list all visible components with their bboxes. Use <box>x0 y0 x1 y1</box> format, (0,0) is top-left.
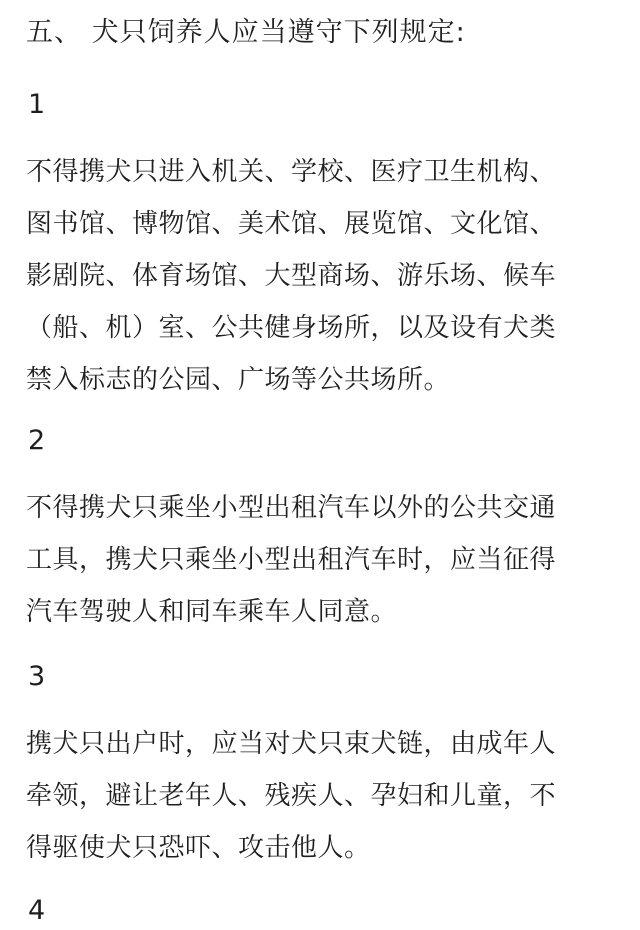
paragraph-line: 汽车驾驶人和同车乘车人同意。 <box>26 597 398 627</box>
item-paragraph-3 <box>26 718 626 874</box>
paragraph-line: 得驱使犬只恐吓、攻击他人。 <box>26 833 371 863</box>
paragraph-line: 牵领，避让老年人、残疾人、孕妇和儿童，不 <box>26 781 557 811</box>
paragraph-line: 携犬只出户时，应当对犬只束犬链，由成年人 <box>26 729 557 759</box>
item-paragraph-1 <box>26 146 626 406</box>
paragraph-line: （船、机）室、公共健身场所，以及设有犬类 <box>26 313 557 343</box>
paragraph-line: 影剧院、体育场馆、大型商场、游乐场、候车 <box>26 261 557 291</box>
item-number-2: 2 <box>28 425 46 456</box>
section-heading: 五、 犬只饲养人应当遵守下列规定: <box>26 17 466 48</box>
paragraph-line: 工具，携犬只乘坐小型出租汽车时，应当征得 <box>26 545 557 575</box>
paragraph-line: 图书馆、博物馆、美术馆、展览馆、文化馆、 <box>26 209 557 239</box>
item-number-3: 3 <box>28 661 46 692</box>
item-paragraph-2 <box>26 482 626 638</box>
paragraph-line: 不得携犬只乘坐小型出租汽车以外的公共交通 <box>26 493 557 523</box>
item-number-4: 4 <box>28 895 46 926</box>
paragraph-line: 不得携犬只进入机关、学校、医疗卫生机构、 <box>26 157 557 187</box>
paragraph-line: 禁入标志的公园、广场等公共场所。 <box>26 365 451 395</box>
item-number-1: 1 <box>28 89 46 120</box>
